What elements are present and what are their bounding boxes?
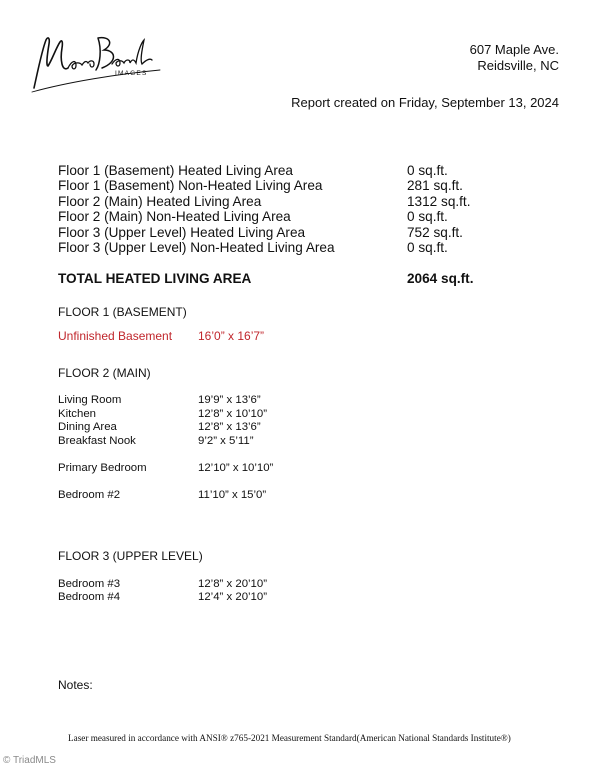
room-name: Breakfast Nook	[58, 434, 136, 447]
area-label: Floor 2 (Main) Heated Living Area	[58, 193, 262, 209]
room-dimensions: 12’8” x 13’6”	[198, 421, 261, 433]
area-label: Floor 1 (Basement) Heated Living Area	[58, 163, 293, 178]
room-name: Living Room	[58, 394, 122, 406]
total-value: 2064 sq.ft.	[407, 271, 474, 286]
room-row-bedroom-3	[58, 577, 268, 592]
mls-watermark: © TriadMLS	[3, 755, 56, 766]
area-value: 281 sq.ft.	[407, 178, 463, 194]
floor-2-title: FLOOR 2 (MAIN)	[58, 366, 151, 380]
area-row	[58, 209, 448, 225]
room-row-bedroom-2	[58, 488, 267, 503]
room-name: Unfinished Basement	[58, 329, 173, 343]
room-row-bedroom-4	[58, 591, 268, 605]
address-line-street: 607 Maple Ave.	[469, 42, 559, 57]
area-row	[58, 193, 471, 209]
address-line-city: Reidsville, NC	[477, 58, 559, 73]
room-dimensions: 12’8” x 20’10”	[198, 577, 268, 590]
room-row-dining-area	[58, 421, 261, 435]
total-label: TOTAL HEATED LIVING AREA	[58, 271, 252, 286]
area-label: Floor 3 (Upper Level) Non-Heated Living Area	[58, 239, 335, 255]
total-heated-area	[58, 271, 474, 286]
floor-1-title: FLOOR 1 (BASEMENT)	[58, 305, 187, 319]
room-row-kitchen	[58, 407, 268, 422]
room-row-unfinished-basement	[58, 329, 265, 344]
area-label: Floor 3 (Upper Level) Heated Living Area	[58, 224, 306, 240]
area-row	[58, 178, 463, 194]
measurement-standard-note: Laser measured in accordance with ANSI® z765-2021 Measurement Standard(American National Standards Institute®)	[68, 733, 511, 743]
room-name: Bedroom #4	[58, 591, 121, 603]
area-value: 752 sq.ft.	[407, 224, 463, 240]
room-name: Bedroom #2	[58, 488, 121, 501]
room-dimensions: 19’9” x 13’6”	[198, 394, 261, 406]
area-row	[58, 163, 448, 178]
room-row-living-room	[58, 394, 261, 408]
brand-logo	[28, 30, 163, 96]
room-name: Dining Area	[58, 421, 117, 433]
room-dimensions: 11’10” x 15’0”	[198, 488, 267, 501]
room-row-primary-bedroom	[58, 461, 274, 476]
floor-3-title: FLOOR 3 (UPPER LEVEL)	[58, 549, 203, 563]
area-label: Floor 2 (Main) Non-Heated Living Area	[58, 209, 291, 225]
area-row	[58, 239, 448, 255]
room-dimensions: 12’10” x 10’10”	[198, 461, 274, 474]
area-summary-table	[58, 163, 471, 255]
report-created-date: Report created on Friday, September 13, 2024	[291, 95, 559, 110]
area-value: 0 sq.ft.	[407, 163, 448, 178]
logo-sub-text: IMAGES	[115, 70, 148, 77]
property-address	[470, 42, 559, 74]
room-dimensions: 12’4” x 20’10”	[198, 591, 268, 603]
room-dimensions: 12’8” x 10’10”	[198, 407, 268, 420]
area-row	[58, 224, 463, 240]
room-name: Primary Bedroom	[58, 461, 147, 474]
room-dimensions: 9’2” x 5’11”	[198, 434, 254, 447]
area-value: 1312 sq.ft.	[407, 193, 471, 209]
room-name: Bedroom #3	[58, 577, 121, 590]
room-dimensions: 16’0” x 16’7”	[198, 329, 265, 343]
room-row-breakfast-nook	[58, 434, 254, 449]
notes-label: Notes:	[58, 678, 93, 692]
room-name: Kitchen	[58, 407, 96, 420]
area-value: 0 sq.ft.	[407, 209, 448, 225]
area-value: 0 sq.ft.	[407, 239, 448, 255]
area-label: Floor 1 (Basement) Non-Heated Living Area	[58, 178, 323, 194]
